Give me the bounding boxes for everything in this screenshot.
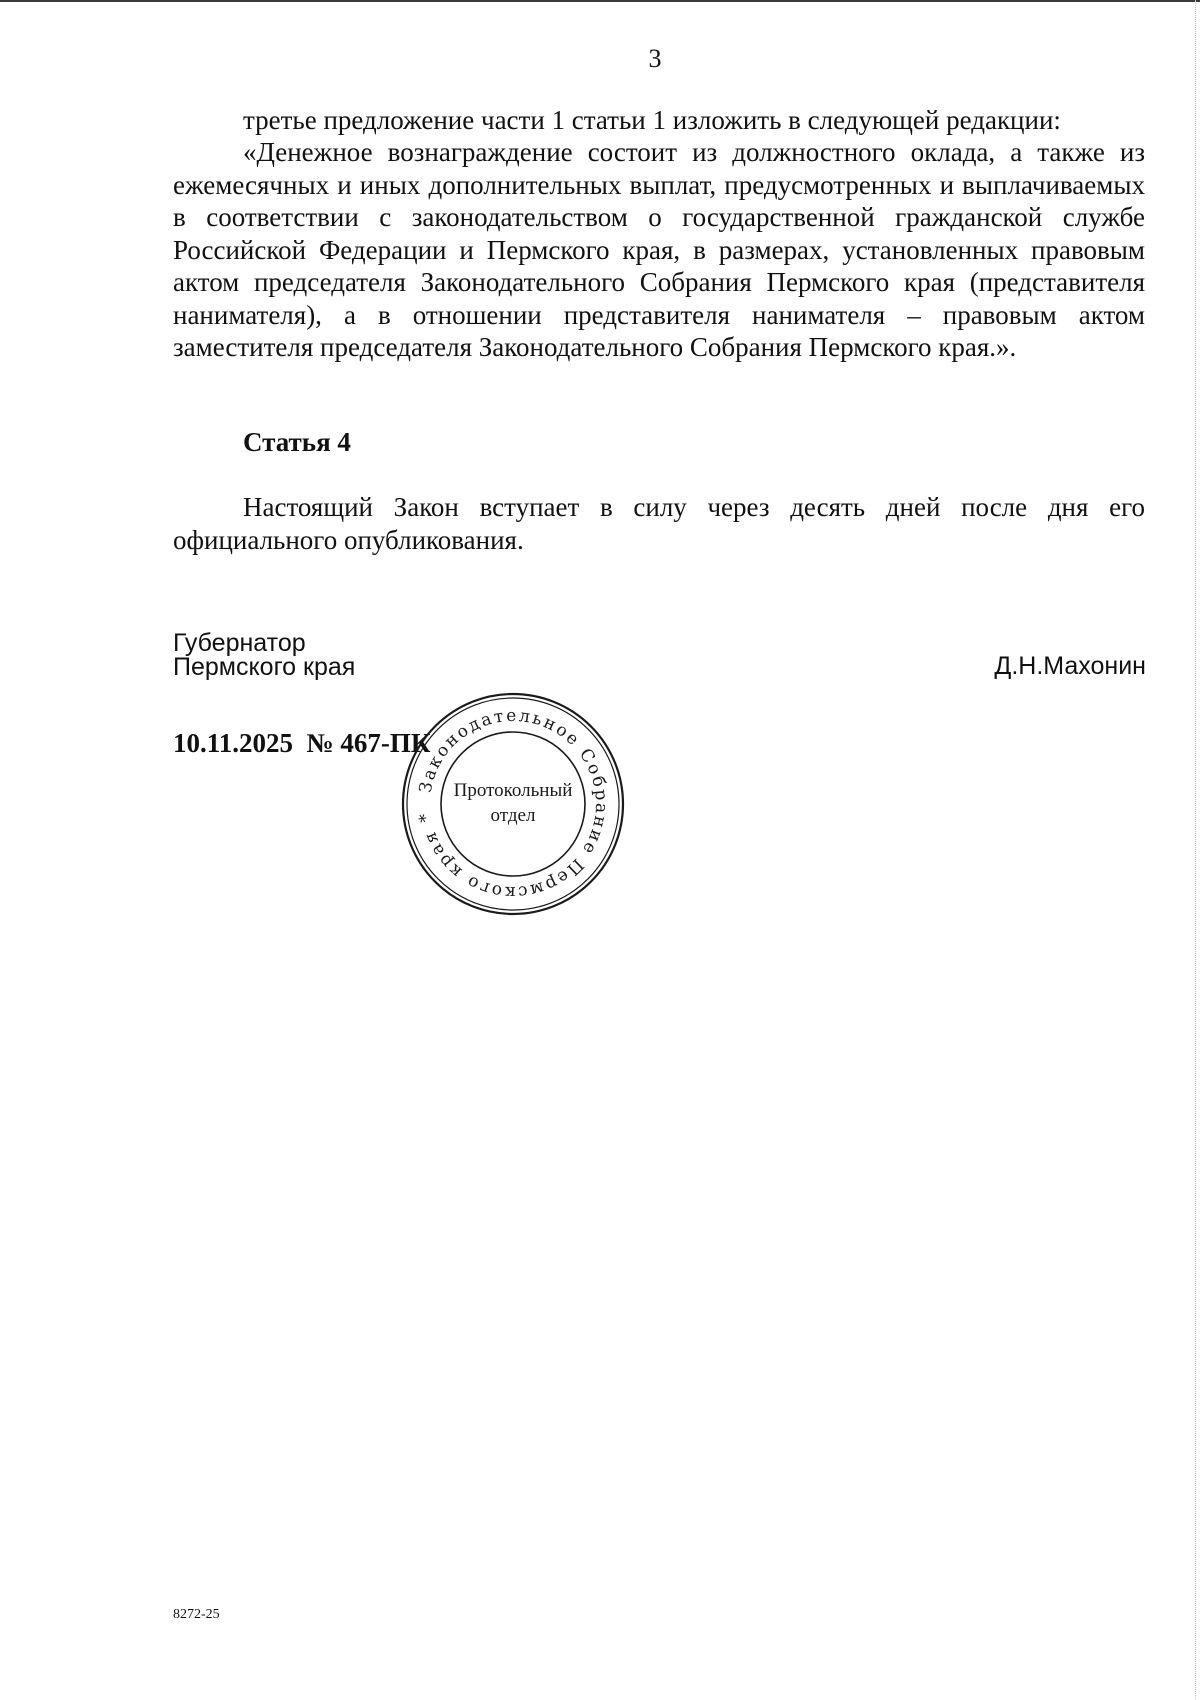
paragraph-amendment-text: «Денежное вознаграждение состоит из должностного оклада, а также из ежемесячных и иных дополнительных выплат, предусмотренных и выплачиваемых в соответствии с законодательством о государственной гражданской службе Российской Федерации и Пермского края, в размерах, установленных правовым актом председателя Законодательного Собрания Пермского края (представителя нанимателя), а в отношении представителя нанимателя – правовым актом заместителя председателя Законодательного Собрания Пермского края.».	[173, 137, 1145, 362]
stamp-ring-text: Законодательное Собрание Пермского края *	[415, 705, 612, 903]
page-right-edge	[1194, 0, 1196, 1700]
law-number: № 467-ПК	[306, 728, 431, 758]
article-heading: Статья 4	[243, 427, 351, 457]
law-identifier	[173, 728, 430, 758]
article-text: Настоящий Закон вступает в силу через десять дней после дня его официального опубликования.	[173, 492, 1145, 555]
signatory-title-line2: Пермского края	[173, 653, 356, 681]
stamp-outer-ring-inner	[407, 698, 619, 910]
stamp-outer-ring	[403, 694, 623, 914]
registration-number: 8272-25	[173, 1607, 220, 1622]
stamp-graphic	[400, 691, 626, 917]
signatory-title	[173, 631, 355, 679]
signatory-title-line1: Губернатор	[173, 629, 306, 657]
signatory-name: Д.Н.Махонин	[994, 652, 1146, 680]
paragraph-amendment-intro: третье предложение части 1 статьи 1 изложить в следующей редакции:	[243, 105, 1061, 135]
official-stamp	[400, 691, 626, 917]
stamp-inner-ring	[441, 732, 585, 876]
stamp-center-line1: Протокольный	[453, 780, 573, 801]
law-date: 10.11.2025	[173, 728, 294, 758]
page-number: 3	[648, 44, 662, 73]
stamp-center-line2: отдел	[490, 805, 536, 826]
page-top-edge	[0, 0, 1200, 2]
